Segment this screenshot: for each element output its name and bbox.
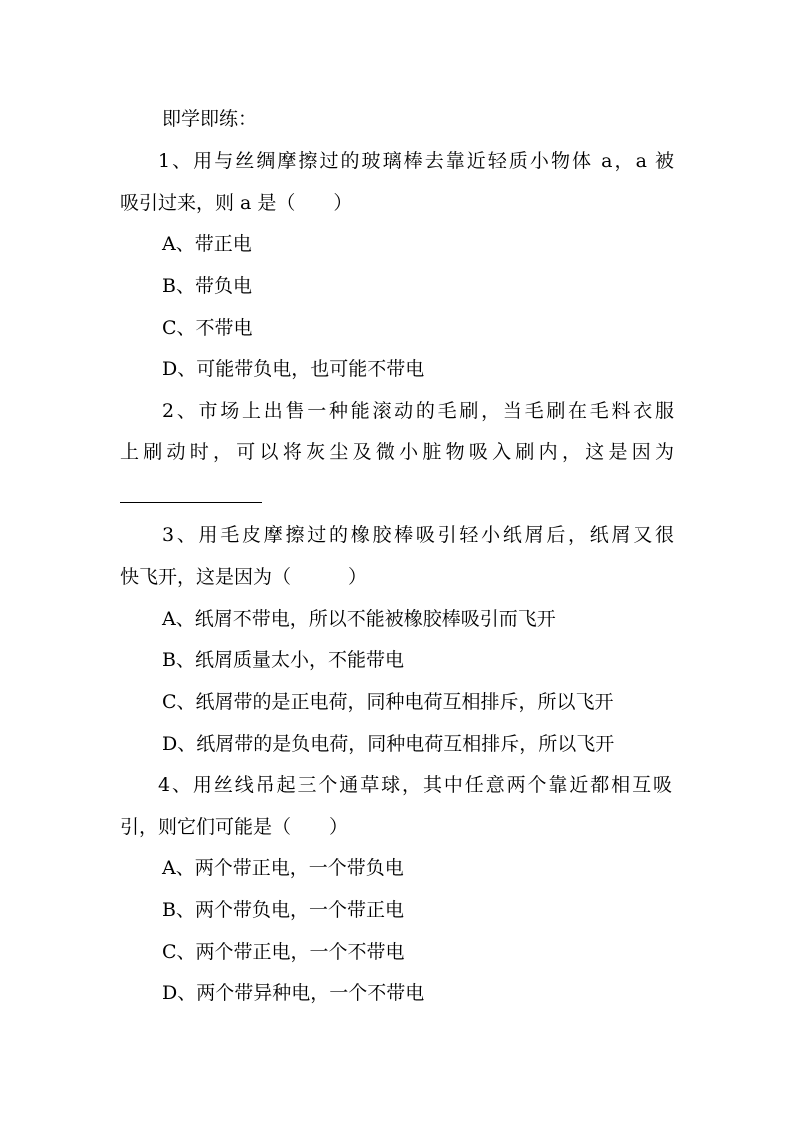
question-3-line-2: 快飞开，这是因为（ ） — [120, 566, 368, 588]
question-4-line-2: 引，则它们可能是（ ） — [120, 816, 349, 838]
question-4-option-d: D、两个带异种电，一个不带电 — [162, 982, 425, 1004]
question-2-line-1: 2、市场上出售一种能滚动的毛刷，当毛刷在毛料衣服 — [162, 400, 674, 422]
question-1-option-b: B、带负电 — [162, 275, 252, 297]
question-4-line-1: 4、用丝线吊起三个通草球，其中任意两个靠近都相互吸 — [158, 774, 672, 796]
question-3-line-1: 3、用毛皮摩擦过的橡胶棒吸引轻小纸屑后，纸屑又很 — [162, 524, 674, 546]
question-4-option-c: C、两个带正电，一个不带电 — [162, 941, 405, 963]
question-4-option-a: A、两个带正电，一个带负电 — [162, 857, 404, 879]
question-4-option-b: B、两个带负电，一个带正电 — [162, 899, 404, 921]
question-3-option-c: C、纸屑带的是正电荷，同种电荷互相排斥，所以飞开 — [162, 691, 614, 713]
section-heading: 即学即练： — [162, 108, 258, 130]
question-1-option-c: C、不带电 — [162, 317, 253, 339]
question-1-line-2: 吸引过来，则 a 是（ ） — [120, 192, 353, 214]
answer-blank-line — [120, 502, 262, 503]
question-3-option-a: A、纸屑不带电，所以不能被橡胶棒吸引而飞开 — [162, 608, 556, 630]
question-3-option-d: D、纸屑带的是负电荷，同种电荷互相排斥，所以飞开 — [162, 733, 615, 755]
question-1-option-a: A、带正电 — [162, 233, 252, 255]
question-2-line-2: 上刷动时，可以将灰尘及微小脏物吸入刷内，这是因为 — [120, 441, 674, 463]
question-3-option-b: B、纸屑质量太小，不能带电 — [162, 649, 404, 671]
question-1-option-d: D、可能带负电，也可能不带电 — [162, 358, 425, 380]
question-1-line-1: 1、用与丝绸摩擦过的玻璃棒去靠近轻质小物体 a，a 被 — [158, 150, 674, 172]
